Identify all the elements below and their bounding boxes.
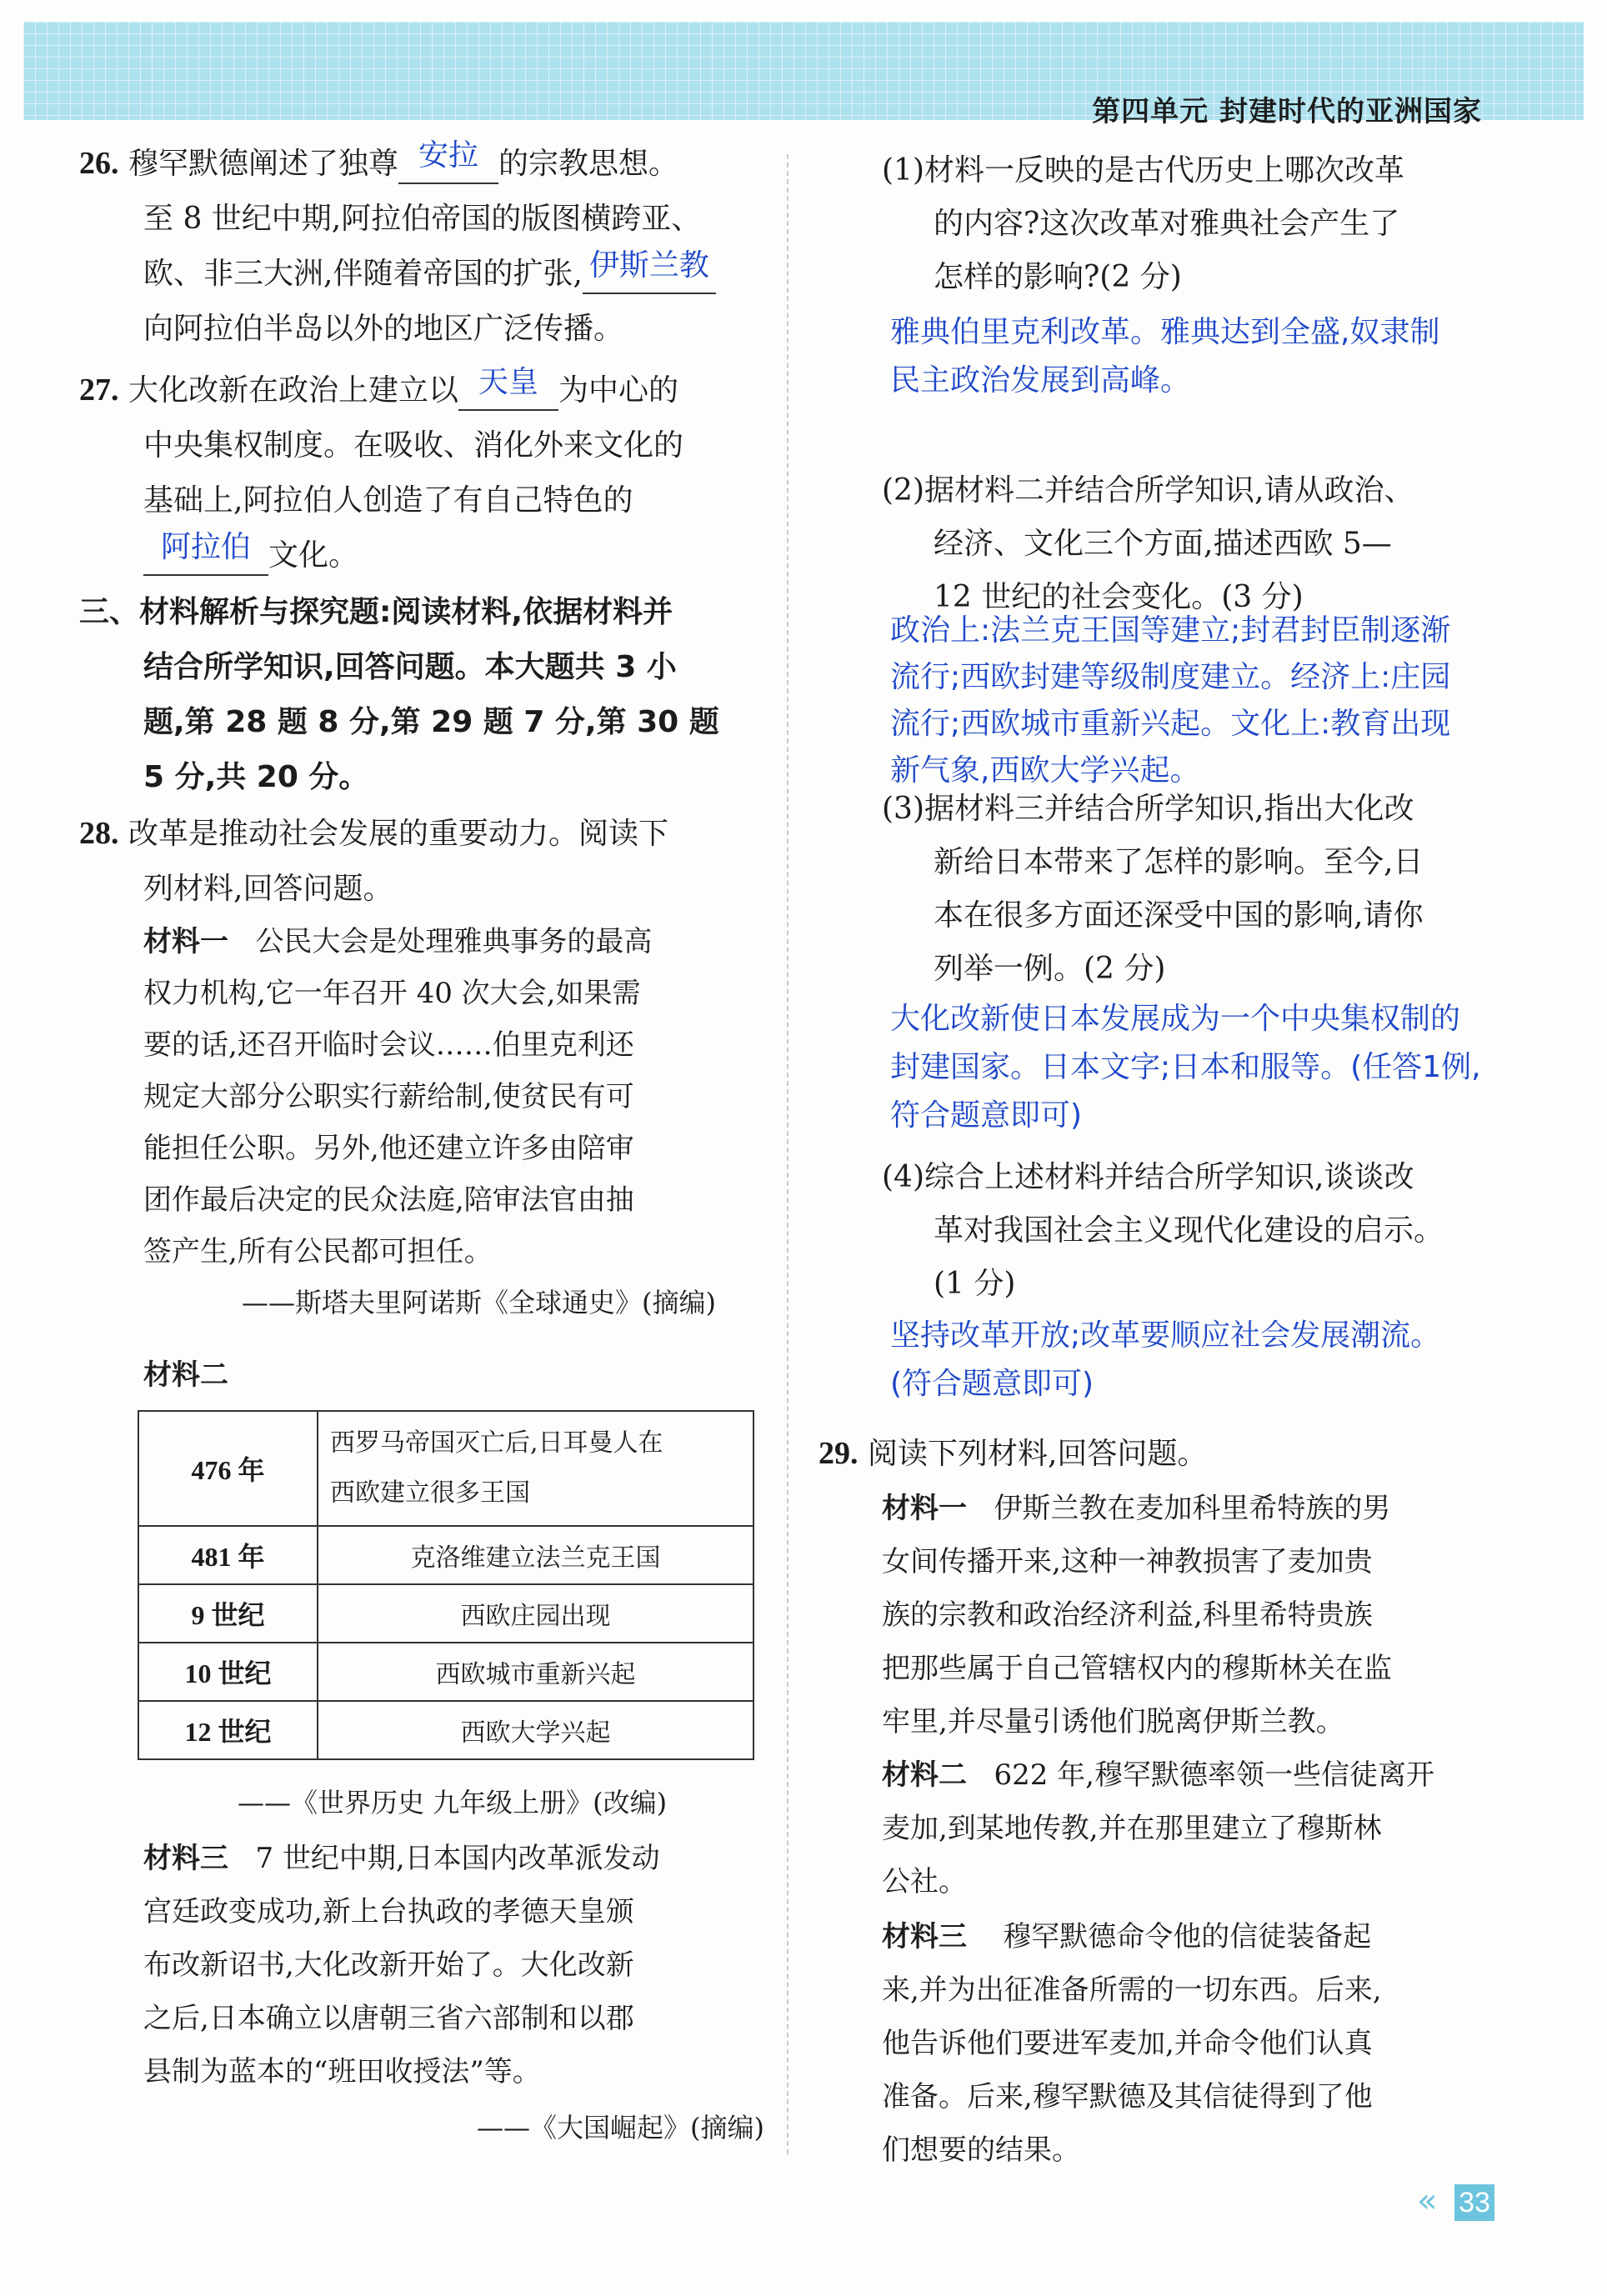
- q27-line-1: 27. 大化改新在政治上建立以 天皇 为中心的: [79, 367, 678, 411]
- table-event: 西欧庄园出现: [318, 1584, 753, 1643]
- q28-answer4-line-2: (符合题意即可): [890, 1367, 1094, 1401]
- q29-line-1: 29. 阅读下列材料,回答问题。: [819, 1436, 1208, 1471]
- q28-number: 28.: [79, 816, 119, 851]
- q28-sub1-line-2: 的内容?这次改革对雅典社会产生了: [934, 207, 1400, 241]
- q29-material3-label: 材料三: [882, 1920, 967, 1953]
- q28-material1-line-4: 规定大部分公职实行薪给制,使贫民有可: [143, 1080, 634, 1113]
- q28-line-1: 28. 改革是推动社会发展的重要动力。阅读下: [79, 816, 668, 851]
- q28-material1-line-6: 团作最后决定的民众法庭,陪审法官由抽: [143, 1183, 634, 1217]
- q28-answer1-line-2: 民主政治发展到高峰。: [890, 363, 1191, 398]
- q28-sub3-line-4: 列举一例。(2 分): [934, 952, 1166, 986]
- q28-sub4-line-2: 革对我国社会主义现代化建设的启示。: [934, 1213, 1444, 1248]
- page-number: 33: [1454, 2184, 1494, 2221]
- q26-line-4: 向阿拉伯半岛以外的地区广泛传播。: [143, 312, 624, 346]
- q28-material1-label: 材料一: [143, 925, 228, 958]
- q26-line-2: 至 8 世纪中期,阿拉伯帝国的版图横跨亚、: [143, 202, 702, 236]
- q29-material1-line-3: 族的宗教和政治经济利益,科里希特贵族: [882, 1598, 1373, 1632]
- q26-blank-1: [398, 140, 498, 184]
- q29-material3-line-5: 们想要的结果。: [882, 2133, 1080, 2167]
- q28-material3-line-3: 布改新诏书,大化改新开始了。大化改新: [143, 1948, 634, 1982]
- q28-sub4-line-1: (4)综合上述材料并结合所学知识,谈谈改: [882, 1160, 1414, 1194]
- q27-blank-1: [458, 367, 558, 411]
- q26-answer-1: 安拉: [418, 138, 478, 173]
- q27-answer-1: 天皇: [478, 365, 538, 399]
- q29-material1-line-5: 牢里,并尽量引诱他们脱离伊斯兰教。: [882, 1705, 1344, 1738]
- q28-material1-line-7: 签产生,所有公民都可担任。: [143, 1235, 493, 1268]
- q28-answer2-line-1: 政治上:法兰克王国等建立;封君封臣制逐渐: [890, 613, 1451, 648]
- table-year: 481 年: [138, 1526, 318, 1584]
- section3-line-1: 三、材料解析与探究题:阅读材料,依据材料并: [79, 595, 673, 629]
- q28-material3-source: ——《大国崛起》(摘编): [477, 2112, 764, 2143]
- section3-line-3: 题,第 28 题 8 分,第 29 题 7 分,第 30 题: [143, 705, 719, 739]
- q28-material3-line-1: 材料三 7 世纪中期,日本国内改革派发动: [143, 1842, 660, 1875]
- q28-material1-line-1: 材料一 公民大会是处理雅典事务的最高: [143, 925, 653, 958]
- table-row: [138, 1526, 753, 1584]
- q28-sub3-line-1: (3)据材料三并结合所学知识,指出大化改: [882, 792, 1414, 826]
- q29-material2-label: 材料二: [882, 1758, 967, 1792]
- q29-material1-line-2: 女间传播开来,这种一神教损害了麦加贵: [882, 1545, 1373, 1578]
- q26-line-1: 26. 穆罕默德阐述了独尊 安拉 的宗教思想。: [79, 140, 678, 184]
- q28-answer2-line-4: 新气象,西欧大学兴起。: [890, 753, 1200, 788]
- q29-material2-line-2: 麦加,到某地传教,并在那里建立了穆斯林: [882, 1812, 1382, 1845]
- q28-material3-line-4: 之后,日本确立以唐朝三省六部制和以郡: [143, 2002, 634, 2035]
- q28-material3-line-5: 县制为蓝本的“班田收授法”等。: [143, 2055, 541, 2088]
- q28-answer2-line-3: 流行;西欧城市重新兴起。文化上:教育出现: [890, 707, 1451, 741]
- table-year: 476 年: [138, 1411, 318, 1526]
- q28-material1-line-5: 能担任公职。另外,他还建立许多由陪审: [143, 1132, 634, 1165]
- q28-material3-line-2: 宫廷政变成功,新上台执政的孝德天皇颁: [143, 1895, 634, 1928]
- q28-sub1-line-3: 怎样的影响?(2 分): [934, 260, 1182, 294]
- q28-answer3-line-2: 封建国家。日本文字;日本和服等。(任答1例,: [890, 1050, 1481, 1084]
- q27-number: 27.: [79, 373, 119, 408]
- q28-line-2: 列材料,回答问题。: [143, 872, 393, 906]
- table-row: [138, 1643, 753, 1701]
- q28-material1-line-3: 要的话,还召开临时会议……伯里克利还: [143, 1028, 634, 1062]
- unit-title: 第四单元 封建时代的亚洲国家: [1092, 95, 1482, 128]
- table-row: [138, 1411, 753, 1526]
- table-event: 西罗马帝国灭亡后,日耳曼人在 西欧建立很多王国: [318, 1411, 753, 1526]
- section3-line-2: 结合所学知识,回答问题。本大题共 3 小: [143, 650, 677, 684]
- table-row: [138, 1584, 753, 1643]
- q29-material2-line-1: 材料二 622 年,穆罕默德率领一些信徒离开: [882, 1758, 1434, 1792]
- q29-material1-line-1: 材料一 伊斯兰教在麦加科里希特族的男: [882, 1492, 1391, 1525]
- q28-material2-label: 材料二: [143, 1358, 228, 1392]
- q28-answer3-line-1: 大化改新使日本发展成为一个中央集权制的: [890, 1002, 1461, 1036]
- q26-number: 26.: [79, 146, 119, 181]
- table-event: 西欧大学兴起: [318, 1701, 753, 1759]
- table-event: 西欧城市重新兴起: [318, 1643, 753, 1701]
- q29-material3-line-4: 准备。后来,穆罕默德及其信徒得到了他: [882, 2080, 1373, 2113]
- q29-material3-line-2: 来,并为出征准备所需的一切东西。后来,: [882, 1973, 1382, 2007]
- section3-line-4: 5 分,共 20 分。: [143, 760, 369, 794]
- column-divider: [787, 154, 788, 2154]
- q27-answer-2: 阿拉伯: [160, 530, 251, 564]
- table-year: 9 世纪: [138, 1584, 318, 1643]
- q28-material1-line-2: 权力机构,它一年召开 40 次大会,如果需: [143, 977, 641, 1010]
- q28-sub2-line-1: (2)据材料二并结合所学知识,请从政治、: [882, 473, 1414, 508]
- q27-line-2: 中央集权制度。在吸收、消化外来文化的: [143, 428, 684, 463]
- q28-material2-table: [138, 1410, 754, 1760]
- q29-material1-line-4: 把那些属于自己管辖权内的穆斯林关在监: [882, 1652, 1392, 1685]
- table-row: [138, 1701, 753, 1759]
- q29-material2-line-3: 公社。: [882, 1865, 967, 1898]
- q28-answer1-line-1: 雅典伯里克利改革。雅典达到全盛,奴隶制: [890, 315, 1440, 349]
- q27-line-3: 基础上,阿拉伯人创造了有自己特色的: [143, 483, 633, 518]
- q28-sub2-line-3: 12 世纪的社会变化。(3 分): [934, 580, 1304, 614]
- q28-sub3-line-3: 本在很多方面还深受中国的影响,请你: [934, 898, 1424, 933]
- q29-material3-line-3: 他告诉他们要进军麦加,并命令他们认真: [882, 2027, 1373, 2060]
- q26-blank-2: [583, 250, 716, 294]
- q28-sub3-line-2: 新给日本带来了怎样的影响。至今,日: [934, 845, 1424, 879]
- q26-line-3: 欧、非三大洲,伴随着帝国的扩张, 伊斯兰教: [143, 250, 716, 294]
- q29-number: 29.: [819, 1436, 859, 1471]
- q28-material1-source: ——斯塔夫里阿诺斯《全球通史》(摘编): [242, 1287, 716, 1318]
- q28-material2-source: ——《世界历史 九年级上册》(改编): [238, 1787, 668, 1818]
- table-event: 克洛维建立法兰克王国: [318, 1526, 753, 1584]
- q26-answer-2: 伊斯兰教: [588, 248, 709, 283]
- q28-sub2-line-2: 经济、文化三个方面,描述西欧 5—: [934, 527, 1392, 561]
- q28-answer4-line-1: 坚持改革开放;改革要顺应社会发展潮流。: [890, 1318, 1441, 1353]
- table-year: 12 世纪: [138, 1701, 318, 1759]
- page-arrow-icon: «: [1417, 2182, 1428, 2220]
- q28-answer3-line-3: 符合题意即可): [890, 1098, 1083, 1133]
- q28-answer2-line-2: 流行;西欧封建等级制度建立。经济上:庄园: [890, 660, 1451, 694]
- q29-material3-line-1: 材料三 穆罕默德命令他的信徒装备起: [882, 1920, 1372, 1953]
- q27-blank-2: [143, 532, 268, 576]
- q28-sub4-line-3: (1 分): [934, 1267, 1016, 1301]
- q27-line-4: 阿拉伯 文化。: [143, 532, 358, 576]
- q29-material1-label: 材料一: [882, 1492, 967, 1525]
- table-year: 10 世纪: [138, 1643, 318, 1701]
- q28-sub1-line-1: (1)材料一反映的是古代历史上哪次改革: [882, 153, 1404, 188]
- q28-material3-label: 材料三: [143, 1842, 228, 1875]
